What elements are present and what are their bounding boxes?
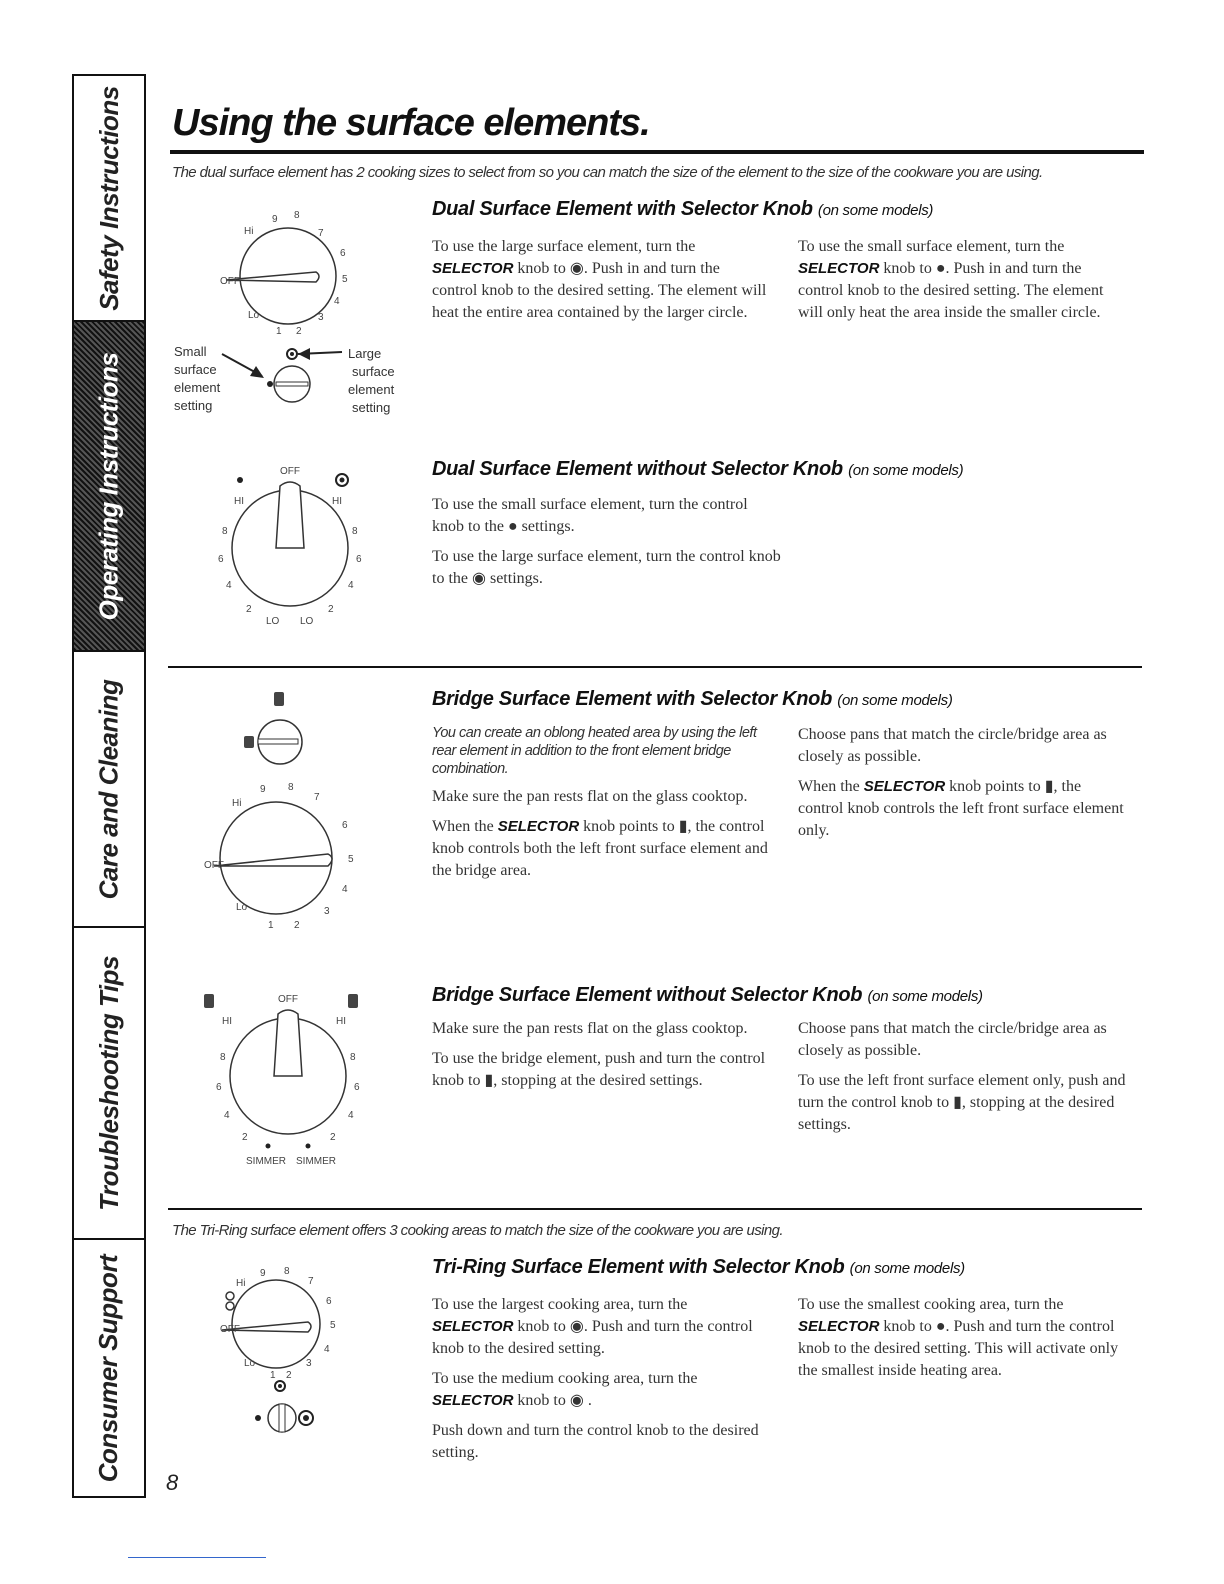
svg-text:9: 9 xyxy=(272,214,278,225)
bridge-no-selector-knob-diagram xyxy=(176,980,408,1176)
medium-ring-icon: ◉ xyxy=(569,1392,584,1409)
svg-text:2: 2 xyxy=(330,1132,336,1143)
page-title: Using the surface elements. xyxy=(172,102,650,144)
svg-text:2: 2 xyxy=(294,920,300,931)
section-title-dual-no-selector: Dual Surface Element without Selector Knob (on some models) xyxy=(432,458,964,480)
footer-line xyxy=(128,1557,266,1558)
svg-text:4: 4 xyxy=(342,884,348,895)
svg-text:Lo: Lo xyxy=(236,902,248,913)
svg-text:8: 8 xyxy=(220,1052,226,1063)
svg-text:HI: HI xyxy=(332,496,342,507)
svg-text:6: 6 xyxy=(218,554,224,565)
tri-ring-col-2: To use the smallest cooking area, turn the SELECTOR knob to ●. Push and turn the control knob to the desired setting. This will activate only the smallest inside heating area. xyxy=(798,1296,1119,1379)
svg-text:surface: surface xyxy=(174,362,217,377)
svg-text:2: 2 xyxy=(242,1132,248,1143)
svg-text:4: 4 xyxy=(348,580,354,591)
svg-text:4: 4 xyxy=(348,1110,354,1121)
svg-text:LO: LO xyxy=(300,616,314,627)
bridge-icon xyxy=(274,692,284,706)
svg-text:6: 6 xyxy=(340,248,346,259)
svg-text:8: 8 xyxy=(288,782,294,793)
svg-text:3: 3 xyxy=(318,312,324,323)
svg-text:7: 7 xyxy=(308,1276,314,1287)
intro-text: The dual surface element has 2 cooking sizes to select from so you can match the size of the element to the size of the cookware you are using. xyxy=(172,164,1043,181)
svg-text:surface: surface xyxy=(352,364,395,379)
svg-text:2: 2 xyxy=(328,604,334,615)
tri-ring-knob-diagram xyxy=(176,1256,408,1452)
svg-text:LO: LO xyxy=(266,616,280,627)
svg-text:OFF: OFF xyxy=(220,1324,240,1335)
svg-text:3: 3 xyxy=(324,906,330,917)
svg-text:8: 8 xyxy=(352,526,358,537)
bridge-no-selector-col-1: Make sure the pan rests flat on the glass cooktop. To use the bridge element, push and turn the control knob to ▮, stopping at the desired settings. xyxy=(432,1020,766,1089)
svg-text:5: 5 xyxy=(342,274,348,285)
page-number: 8 xyxy=(166,1470,179,1495)
bridge-selector-col-2: Choose pans that match the circle/bridge area as closely as possible. When the SELECTOR knob points to ▮, the control knob controls the left front surface element only. xyxy=(798,726,1124,839)
svg-text:7: 7 xyxy=(318,228,324,239)
svg-text:Hi: Hi xyxy=(236,1278,246,1289)
svg-text:8: 8 xyxy=(284,1266,290,1277)
tri-ring-col-1: To use the largest cooking area, turn the SELECTOR knob to ◉. Push and turn the control knob to the desired setting. To use the medium cooking area, turn the SELECTOR knob to ◉ . Push down and turn the control knob to the desired setting. xyxy=(432,1296,759,1461)
left-front-element-icon: ▮ xyxy=(953,1094,962,1111)
svg-text:2: 2 xyxy=(246,604,252,615)
svg-text:5: 5 xyxy=(348,854,354,865)
sidebar-nav xyxy=(72,74,146,1498)
dial-off-label: OFF xyxy=(220,276,240,287)
svg-text:element: element xyxy=(348,382,395,397)
tab-safety-instructions[interactable]: Safety Instructions xyxy=(74,76,144,322)
tri-ring-intro: The Tri-Ring surface element offers 3 cooking areas to match the size of the cookware you are using. xyxy=(172,1222,783,1239)
svg-text:1: 1 xyxy=(276,326,282,337)
small-dot-icon: ● xyxy=(508,518,518,535)
section-title-dual-selector: Dual Surface Element with Selector Knob (on some models) xyxy=(432,198,934,220)
svg-text:SIMMER: SIMMER xyxy=(246,1156,286,1167)
svg-text:Lo: Lo xyxy=(244,1358,256,1369)
svg-text:Lo: Lo xyxy=(248,310,260,321)
svg-text:8: 8 xyxy=(350,1052,356,1063)
svg-text:OFF: OFF xyxy=(278,994,298,1005)
large-circle-icon: ◉ xyxy=(569,260,584,277)
section-divider xyxy=(168,1208,1142,1210)
bridge-icon: ▮ xyxy=(484,1072,494,1089)
smallest-ring-icon: ● xyxy=(935,1318,946,1335)
svg-text:2: 2 xyxy=(286,1370,292,1381)
svg-text:6: 6 xyxy=(342,820,348,831)
dual-selector-col-1: To use the large surface element, turn the SELECTOR knob to ◉. Push in and turn the control knob to the desired setting. The element will heat the entire area contained by the larger circle. xyxy=(432,238,767,321)
bridge-icon: ▮ xyxy=(678,818,688,835)
bridge-no-selector-col-2: Choose pans that match the circle/bridge area as closely as possible. To use the left front surface element only, push and turn the control knob to ▮, stopping at the desired settings. xyxy=(798,1020,1126,1133)
section-title-tri-ring: Tri-Ring Surface Element with Selector Knob (on some models) xyxy=(432,1256,965,1278)
dual-no-selector-knob-diagram xyxy=(176,456,408,636)
tab-consumer-support[interactable]: Consumer Support xyxy=(93,1254,124,1482)
svg-text:Hi: Hi xyxy=(232,798,242,809)
svg-text:9: 9 xyxy=(260,784,266,795)
svg-text:HI: HI xyxy=(336,1016,346,1027)
svg-text:setting: setting xyxy=(174,398,213,413)
largest-ring-icon: ◉ xyxy=(569,1318,584,1335)
dual-selector-col-2: To use the small surface element, turn the SELECTOR knob to ●. Push in and turn the control knob to the desired setting. The element will only heat the area inside the smaller circle. xyxy=(798,238,1104,321)
left-front-element-icon: ▮ xyxy=(1044,778,1054,795)
svg-text:OFF: OFF xyxy=(280,466,300,477)
bridge-selector-col-1: You can create an oblong heated area by using the left rear element in addition to the front element bridge combination. Make sure the pan rests flat on the glass cooktop. When the SELECTOR knob points to ▮, the control knob controls both the left front surface element and the bridge area. xyxy=(432,725,768,879)
svg-text:6: 6 xyxy=(216,1082,222,1093)
svg-text:3: 3 xyxy=(306,1358,312,1369)
dual-selector-knob-diagram xyxy=(172,196,408,424)
svg-text:2: 2 xyxy=(296,326,302,337)
section-title-bridge-selector: Bridge Surface Element with Selector Knob (on some models) xyxy=(432,688,953,710)
large-circle-icon: ◉ xyxy=(472,570,486,587)
svg-text:SIMMER: SIMMER xyxy=(296,1156,336,1167)
svg-text:Hi: Hi xyxy=(244,226,254,237)
section-title-bridge-no-selector: Bridge Surface Element without Selector Knob (on some models) xyxy=(432,984,983,1006)
section-divider xyxy=(168,666,1142,668)
svg-text:6: 6 xyxy=(354,1082,360,1093)
svg-text:Small: Small xyxy=(174,344,207,359)
svg-text:9: 9 xyxy=(260,1268,266,1279)
svg-text:1: 1 xyxy=(270,1370,276,1381)
svg-text:4: 4 xyxy=(226,580,232,591)
small-dot-icon: ● xyxy=(935,260,946,277)
svg-text:6: 6 xyxy=(356,554,362,565)
dual-no-selector-text: To use the small surface element, turn the control knob to the ● settings. To use the large surface element, turn the control knob to the ◉ settings. xyxy=(432,496,781,587)
tab-care-and-cleaning[interactable]: Care and Cleaning xyxy=(74,652,144,928)
bridge-selector-knob-diagram xyxy=(176,688,408,948)
svg-text:7: 7 xyxy=(314,792,320,803)
svg-text:HI: HI xyxy=(222,1016,232,1027)
svg-text:setting: setting xyxy=(352,400,391,415)
tab-operating-instructions[interactable]: Operating Instructions xyxy=(74,322,144,652)
svg-text:Large: Large xyxy=(348,346,382,361)
svg-text:element: element xyxy=(174,380,221,395)
svg-text:OFF: OFF xyxy=(204,860,224,871)
svg-text:1: 1 xyxy=(268,920,274,931)
svg-text:6: 6 xyxy=(326,1296,332,1307)
svg-text:5: 5 xyxy=(330,1320,336,1331)
svg-text:8: 8 xyxy=(222,526,228,537)
svg-text:HI: HI xyxy=(234,496,244,507)
svg-text:8: 8 xyxy=(294,210,300,221)
svg-text:4: 4 xyxy=(224,1110,230,1121)
svg-text:4: 4 xyxy=(324,1344,330,1355)
tab-troubleshooting-tips[interactable]: Troubleshooting Tips xyxy=(74,928,144,1240)
svg-text:4: 4 xyxy=(334,296,340,307)
title-rule xyxy=(170,150,1144,154)
